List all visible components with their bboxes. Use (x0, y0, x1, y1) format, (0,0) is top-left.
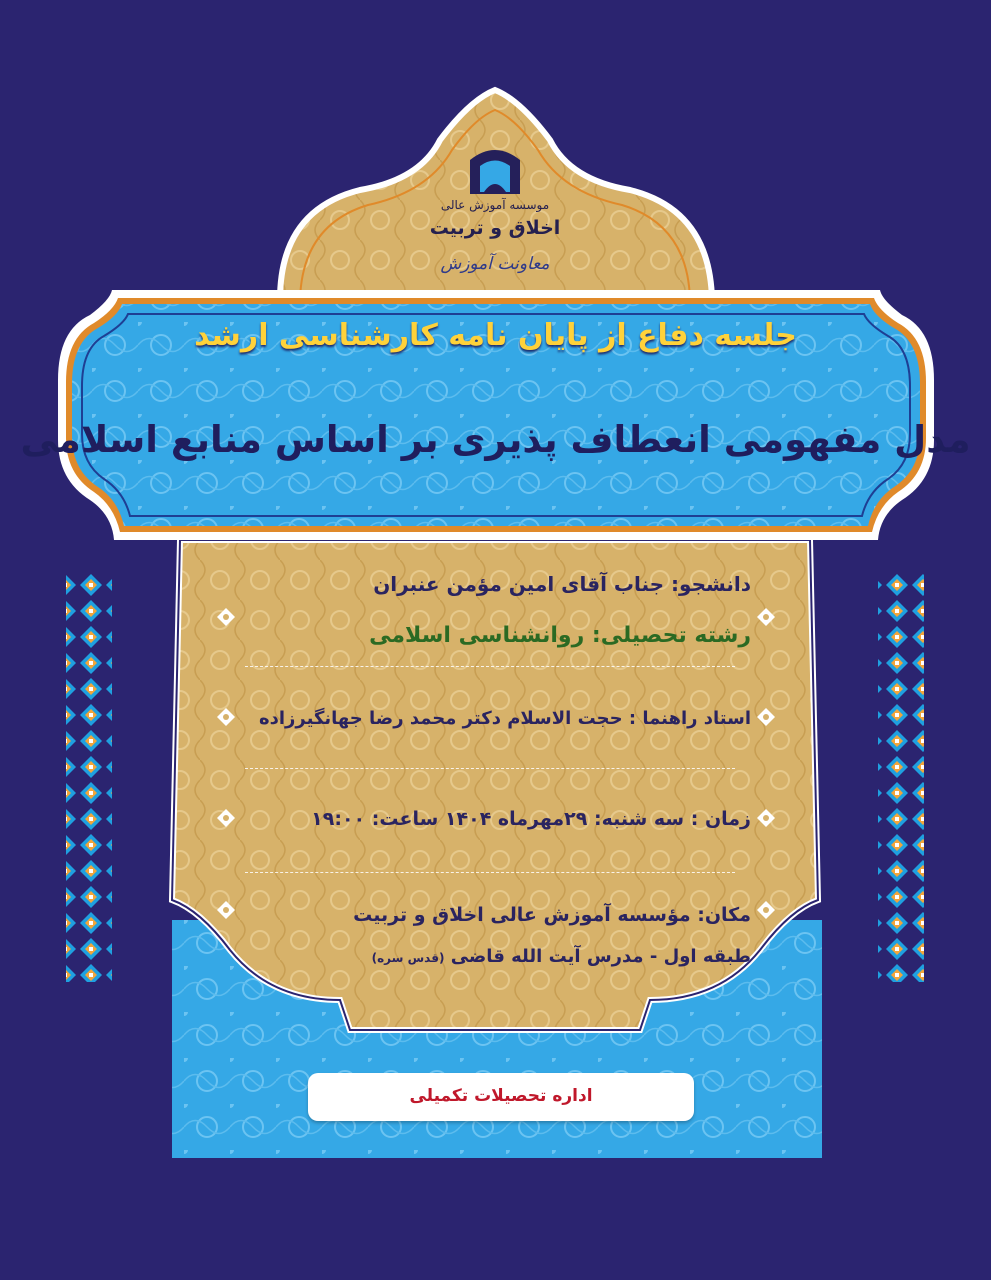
venue-room (372, 946, 751, 967)
field-of-study: رشته تحصیلی: روانشناسی اسلامی (369, 623, 751, 648)
student-name: دانشجو: جناب آقای امین مؤمن عنبران (373, 572, 751, 596)
left-tile-ornament (66, 572, 112, 982)
divider (245, 768, 735, 769)
venue-room-label: طبقه اول - مدرس آیت الله قاضی (450, 946, 751, 967)
venue-room-note: (قدس سره) (371, 951, 445, 965)
right-tile-ornament (878, 572, 924, 982)
institute-emblem-icon (470, 150, 520, 194)
advisor: استاد راهنما : حجت الاسلام دکتر محمد رضا جهانگیرزاده (259, 708, 751, 729)
event-title: جلسه دفاع از پایان نامه کارشناسی ارشد (194, 318, 797, 353)
date-time: زمان : سه شنبه: ۲۹مهرماه ۱۴۰۴ ساعت: ۱۹:۰۰ (311, 808, 751, 830)
department-label: معاونت آموزش (440, 254, 550, 274)
institute-small-label: موسسه آموزش عالی (440, 198, 550, 212)
institute-name: اخلاق و تربیت (429, 217, 561, 239)
divider (245, 872, 735, 873)
thesis-title: مدل مفهومی انعطاف پذیری بر اساس منابع اسلامی (20, 418, 971, 461)
venue: مکان: مؤسسه آموزش عالی اخلاق و تربیت (353, 904, 751, 926)
footer-label: اداره تحصیلات تکمیلی (409, 1086, 593, 1106)
divider (245, 666, 735, 667)
